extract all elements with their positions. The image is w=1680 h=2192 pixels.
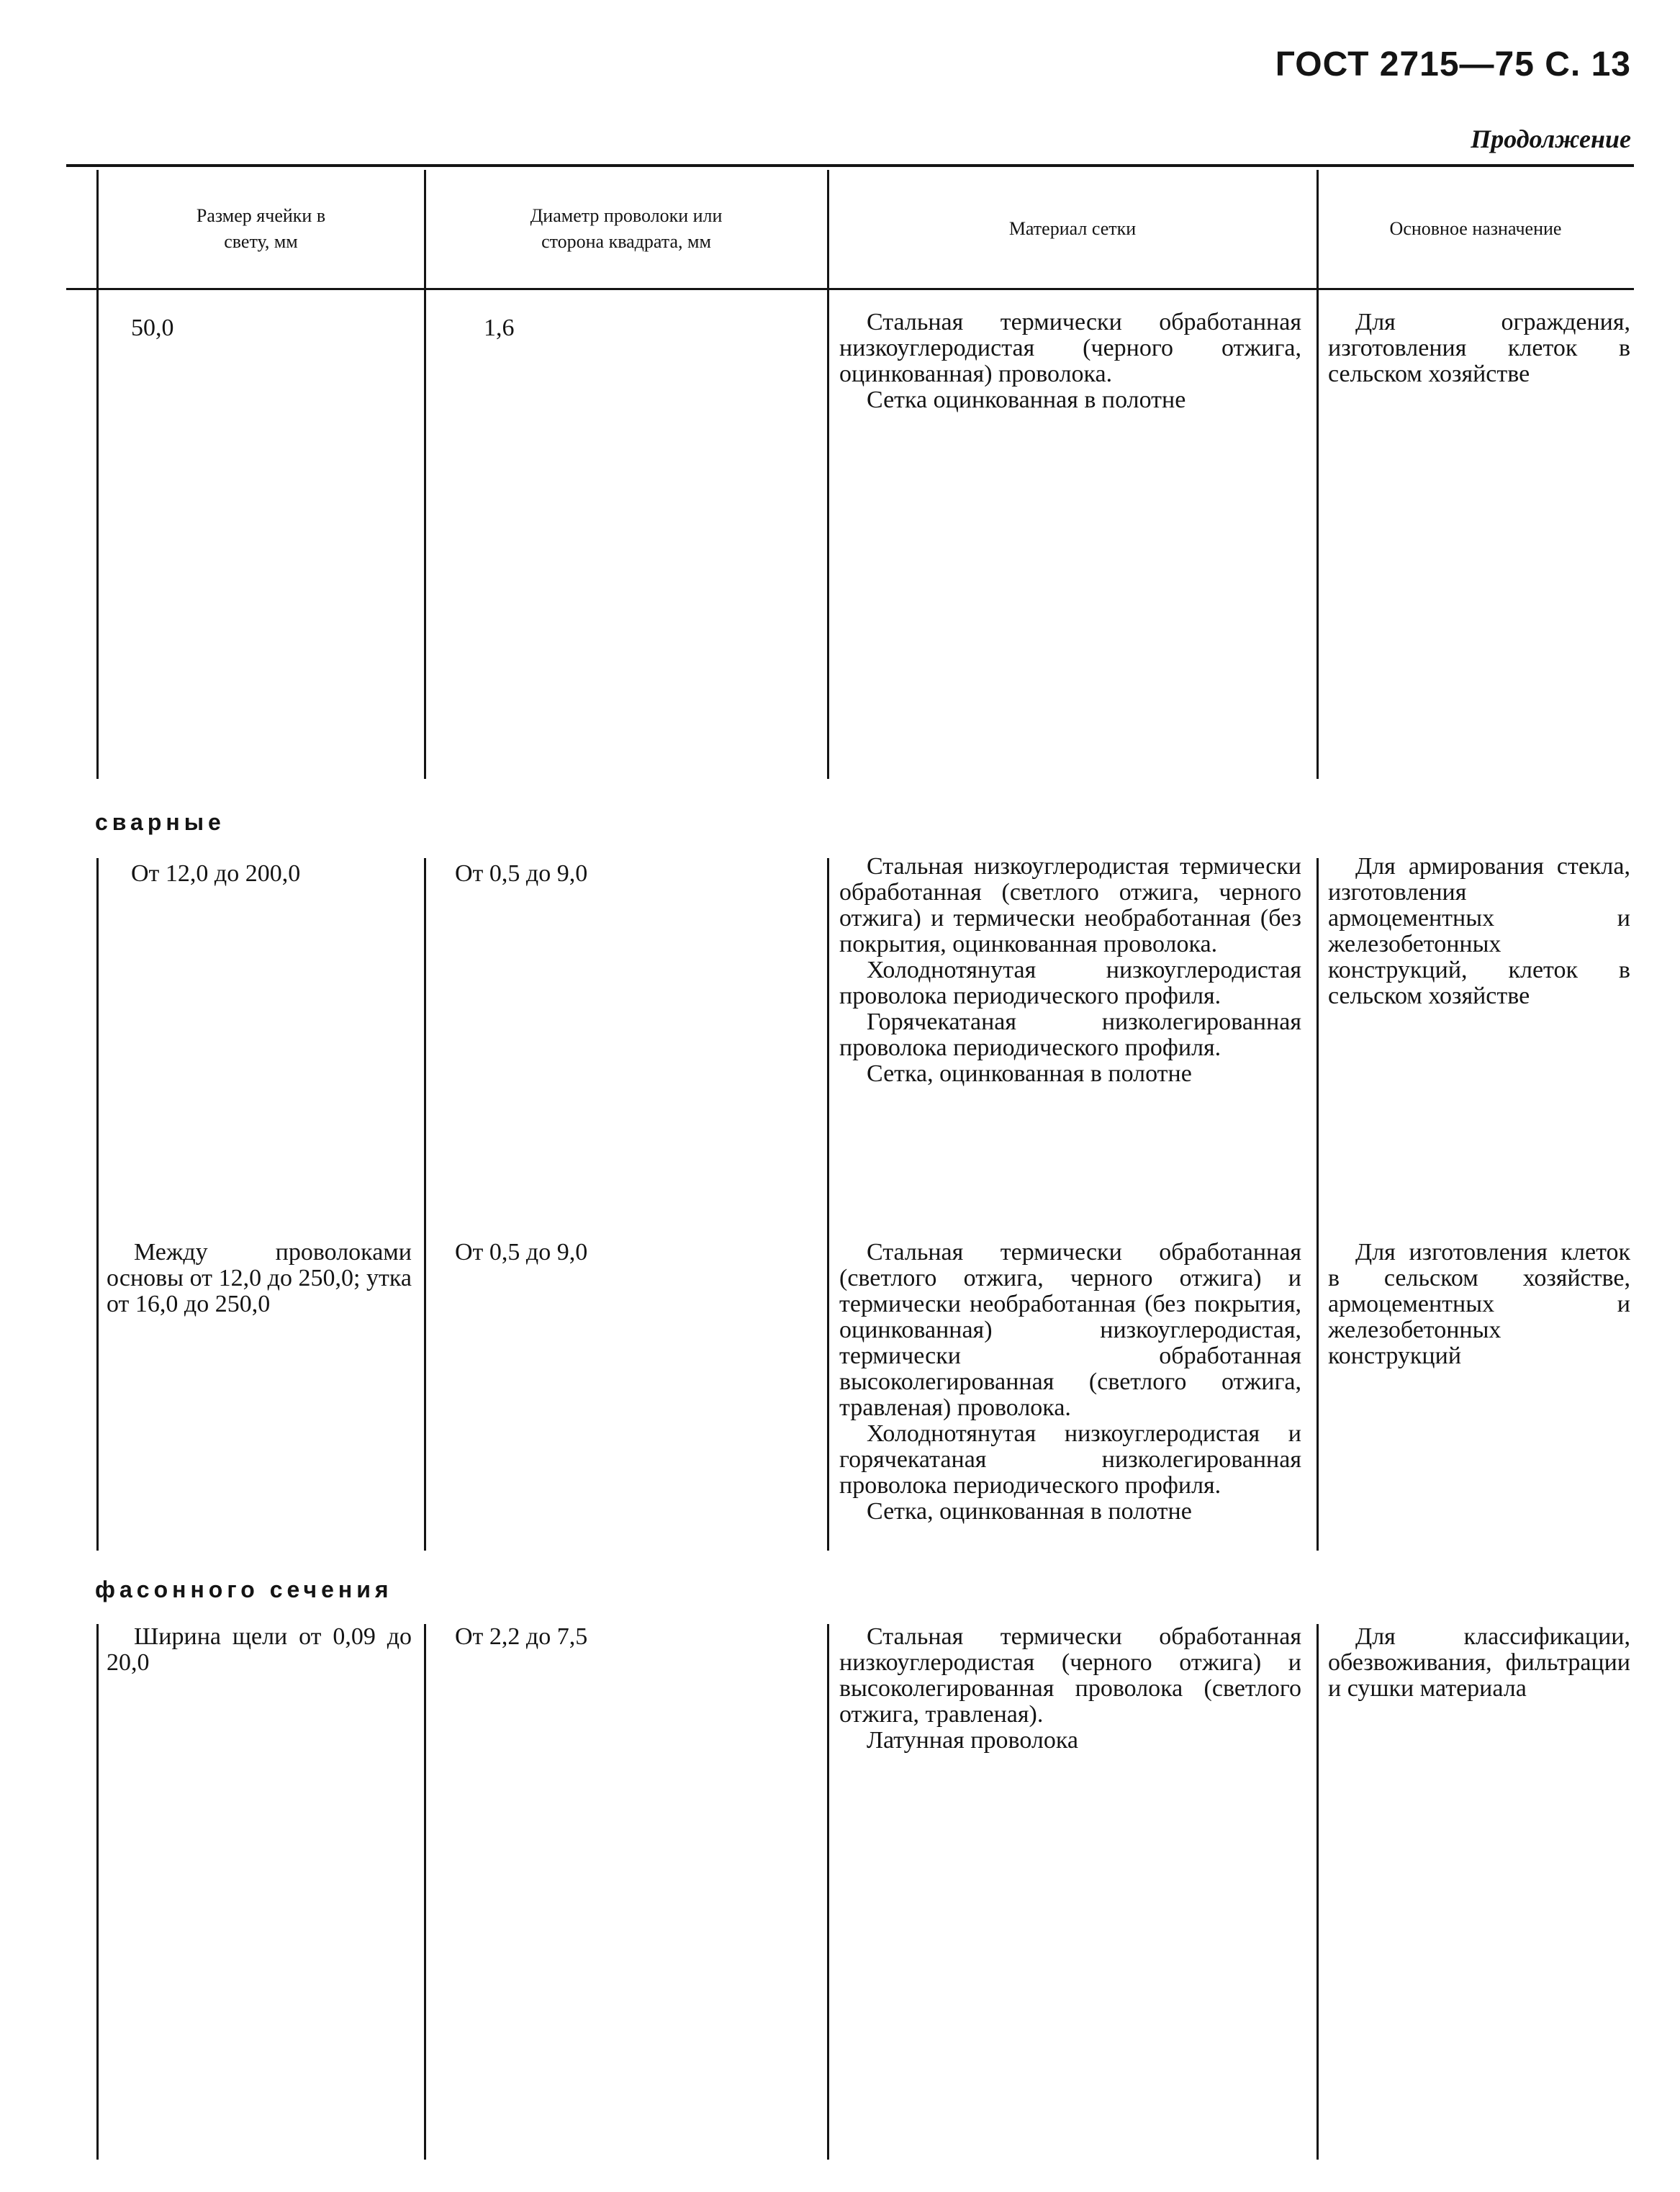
table-row-purpose [1328, 1240, 1630, 1369]
continuation-label: Продолжение [1471, 125, 1631, 153]
table-row-diameter [455, 1624, 800, 1650]
material-paragraph: Латунная проволока [867, 1727, 1078, 1754]
column-rule [96, 170, 99, 779]
table-row-purpose [1328, 1624, 1630, 1702]
material-paragraph: Холоднотянутая низкоуглеродистая проволока периодического профиля. [839, 957, 1301, 1009]
material-paragraph: Горячекатаная низколегированная проволока периодического профиля. [839, 1009, 1301, 1061]
purpose-value: Для классификации, обезвоживания, фильтрации и сушки материала [1328, 1623, 1630, 1702]
table-row-diameter [455, 861, 800, 887]
diameter-value: 1,6 [484, 315, 515, 341]
table-top-rule [66, 164, 1634, 167]
column-header-material [828, 170, 1317, 288]
table-row-size [131, 315, 412, 341]
section-title-shaped: фасонного сечения [95, 1577, 393, 1602]
purpose-value: Для изготовления клеток в сельском хозяйстве, армоцементных и железобетонных конструкций [1328, 1239, 1630, 1369]
column-header-purpose [1317, 170, 1634, 288]
running-head: ГОСТ 2715—75 С. 13 [1275, 45, 1631, 84]
column-rule [424, 170, 426, 779]
material-paragraph: Стальная термически обработанная низкоуглеродистая (черного отжига, оцинкованная) проволока. [839, 309, 1301, 387]
header-bottom-rule [66, 288, 1634, 290]
diameter-value: От 0,5 до 9,0 [455, 860, 588, 887]
column-rule [96, 1624, 99, 2160]
table-row-size [107, 1624, 412, 1676]
column-header-diameter [425, 170, 828, 288]
column-rule [1317, 1624, 1319, 2160]
column-rule [1317, 170, 1319, 779]
diameter-value: От 0,5 до 9,0 [455, 1239, 588, 1266]
purpose-value: Для армирования стекла, изготовления армоцементных и железобетонных конструкций, клеток в сельском хозяйстве [1328, 853, 1630, 1009]
material-paragraph: Сетка, оцинкованная в полотне [867, 1060, 1192, 1087]
column-rule [1317, 858, 1319, 1551]
section-title-welded: сварные [95, 809, 225, 835]
column-header-material-text: Материал сетки [1008, 218, 1137, 239]
column-rule [827, 1624, 829, 2160]
column-header-size-text: Размер ячейки в свету, мм [196, 205, 326, 252]
table-row-diameter [455, 1240, 800, 1266]
column-rule [96, 858, 99, 1551]
table-row-purpose [1328, 854, 1630, 1009]
column-header-purpose-text: Основное назначение [1389, 218, 1562, 239]
table-row-material [839, 1624, 1301, 1754]
table-row-size [131, 861, 412, 887]
column-header-diameter-text: Диаметр проволоки или сторона квадрата, мм [530, 205, 723, 252]
column-rule [827, 858, 829, 1551]
column-header-size [97, 170, 425, 288]
table-row-purpose [1328, 310, 1630, 387]
table-row-material [839, 310, 1301, 413]
column-rule [827, 170, 829, 779]
material-paragraph: Стальная термически обработанная (светлого отжига, черного отжига) и термически необработанная (без покрытия, оцинкованная) низкоуглеродистая, термически обработанная высоколегированная (светлого отжига, травленая) проволока. [839, 1239, 1301, 1421]
material-paragraph: Стальная низкоуглеродистая термически обработанная (светлого отжига, черного отжига) и термически необработанная (без покрытия, оцинкованная проволока. [839, 853, 1301, 957]
material-paragraph: Сетка оцинкованная в полотне [867, 387, 1186, 413]
diameter-value: От 2,2 до 7,5 [455, 1623, 588, 1650]
material-paragraph: Сетка, оцинкованная в полотне [867, 1498, 1192, 1525]
material-paragraph: Холоднотянутая низкоуглеродистая и горячекатаная низколегированная проволока периодического профиля. [839, 1420, 1301, 1499]
column-rule [424, 858, 426, 1551]
table-row-diameter [484, 315, 815, 341]
size-value: От 12,0 до 200,0 [131, 860, 301, 887]
size-value: Ширина щели от 0,09 до 20,0 [107, 1623, 412, 1676]
purpose-value: Для ограждения, изготовления клеток в сельском хозяйстве [1328, 309, 1630, 387]
material-paragraph: Стальная термически обработанная низкоуглеродистая (черного отжига) и высоколегированная проволока (светлого отжига, травленая). [839, 1623, 1301, 1728]
table-row-size [107, 1240, 412, 1317]
table-row-material [839, 854, 1301, 1087]
column-rule [424, 1624, 426, 2160]
table-row-material [839, 1240, 1301, 1525]
size-value: Между проволоками основы от 12,0 до 250,0; утка от 16,0 до 250,0 [107, 1239, 412, 1317]
size-value: 50,0 [131, 315, 174, 341]
